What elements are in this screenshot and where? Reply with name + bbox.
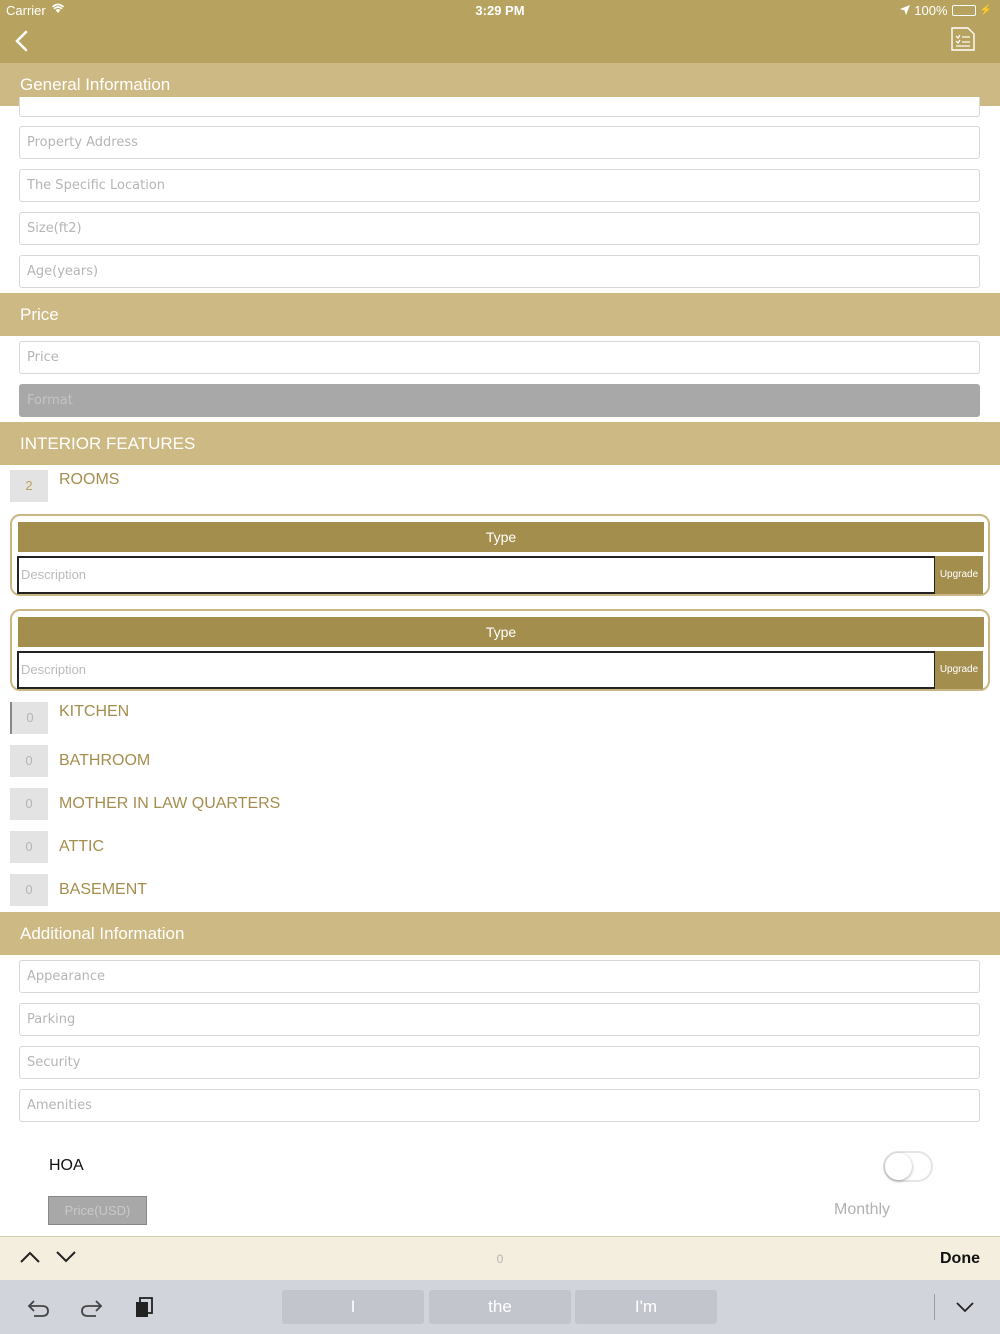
- size-input[interactable]: Size(ft2): [19, 212, 980, 245]
- divider: [934, 1294, 935, 1320]
- format-select[interactable]: Format: [19, 384, 980, 417]
- suggestion-item[interactable]: I: [282, 1290, 424, 1324]
- hoa-period-select[interactable]: Monthly: [834, 1201, 891, 1218]
- room-upgrade-button[interactable]: Upgrade: [935, 556, 983, 594]
- parking-input[interactable]: Parking: [19, 1003, 980, 1036]
- checklist-doc-icon[interactable]: [950, 24, 976, 52]
- location-arrow-icon: [900, 3, 910, 18]
- room-upgrade-button[interactable]: Upgrade: [935, 651, 983, 689]
- keyboard-accessory-bar: [0, 1236, 1000, 1280]
- redo-icon[interactable]: [78, 1295, 104, 1319]
- kitchen-count-input[interactable]: 0: [10, 702, 48, 734]
- accessory-value: 0: [496, 1252, 504, 1266]
- toggle-knob: [885, 1153, 912, 1180]
- price-input[interactable]: Price: [19, 341, 980, 374]
- battery-percent: 100%: [914, 3, 948, 18]
- security-input[interactable]: Security: [19, 1046, 980, 1079]
- hidden-field-partial[interactable]: [19, 97, 980, 117]
- amenities-input[interactable]: Amenities: [19, 1089, 980, 1122]
- done-button[interactable]: Done: [940, 1250, 980, 1267]
- room-type-select[interactable]: Type: [18, 522, 984, 552]
- hoa-toggle[interactable]: [883, 1151, 933, 1182]
- room-card: [10, 514, 990, 596]
- specific-location-input[interactable]: The Specific Location: [19, 169, 980, 202]
- suggestion-item[interactable]: I'm: [575, 1290, 717, 1324]
- suggestion-item[interactable]: the: [429, 1290, 571, 1324]
- attic-label: ATTIC: [59, 838, 105, 855]
- room-card: [10, 609, 990, 691]
- status-bar: [0, 0, 1000, 22]
- hide-keyboard-chevron-icon[interactable]: [952, 1297, 978, 1321]
- age-input[interactable]: Age(years): [19, 255, 980, 288]
- mother-in-law-count-input[interactable]: 0: [10, 788, 48, 820]
- section-additional-information: Additional Information: [0, 912, 1000, 955]
- hoa-price-input[interactable]: Price(USD): [48, 1196, 147, 1225]
- appearance-input[interactable]: Appearance: [19, 960, 980, 993]
- undo-icon[interactable]: [26, 1295, 52, 1319]
- room-description-input[interactable]: Description: [17, 556, 936, 594]
- charging-icon: ⚡: [979, 5, 992, 16]
- mother-in-law-label: MOTHER IN LAW QUARTERS: [59, 795, 281, 812]
- kitchen-label: KITCHEN: [59, 703, 130, 720]
- rooms-count-input[interactable]: 2: [10, 470, 48, 502]
- back-chevron-icon[interactable]: [10, 28, 36, 54]
- keyboard-suggestion-bar: [0, 1280, 1000, 1334]
- carrier-label: Carrier: [6, 3, 46, 18]
- room-type-select[interactable]: Type: [18, 617, 984, 647]
- battery-icon: [952, 5, 976, 16]
- section-general-information: General Information: [0, 63, 1000, 106]
- rooms-label: ROOMS: [59, 471, 120, 488]
- section-price: Price: [0, 293, 1000, 336]
- bathroom-label: BATHROOM: [59, 752, 151, 769]
- basement-label: BASEMENT: [59, 881, 148, 898]
- status-time: 3:29 PM: [475, 3, 525, 18]
- section-interior-features: INTERIOR FEATURES: [0, 422, 1000, 465]
- attic-count-input[interactable]: 0: [10, 831, 48, 863]
- paste-icon[interactable]: [132, 1295, 158, 1319]
- property-address-input[interactable]: Property Address: [19, 126, 980, 159]
- room-description-input[interactable]: Description: [17, 651, 936, 689]
- hoa-label: HOA: [49, 1157, 84, 1174]
- bathroom-count-input[interactable]: 0: [10, 745, 48, 777]
- basement-count-input[interactable]: 0: [10, 874, 48, 906]
- nav-bar: [0, 22, 1000, 63]
